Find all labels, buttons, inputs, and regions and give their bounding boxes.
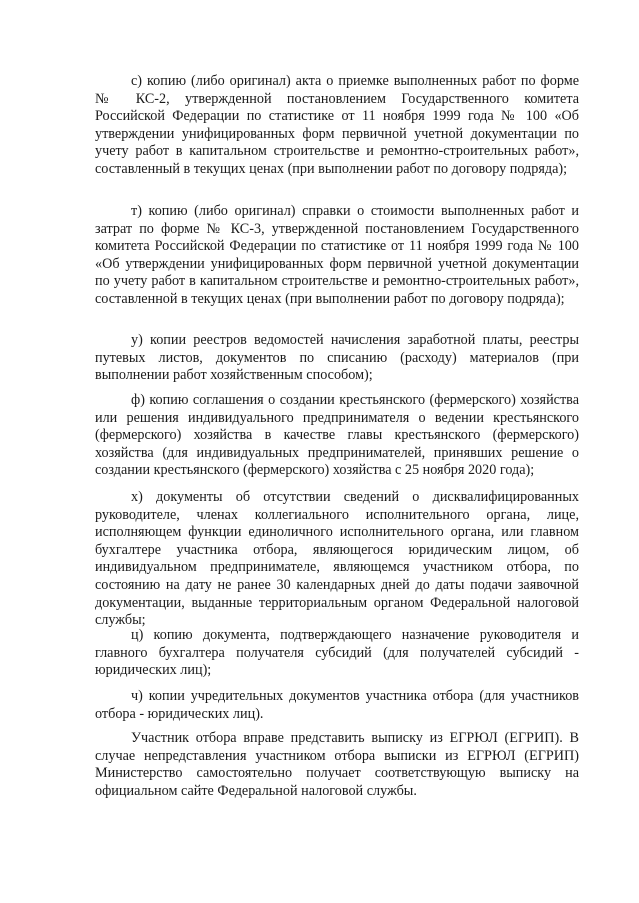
paragraph-h: х) документы об отсутствии сведений о дисквалифицированных руководителе, членах коллегиального исполнительного органа, лице, исполняющем функции единоличного исполнительного органа, или главном бухгалтере участника отбора, являющегося юридическим лицом, об индивидуальном предпринимателе, являющемся участником отбора, по состоянию на дату не ранее 30 календарных дней до даты подачи заявочной документации, выданные территориальным органом Федеральной налоговой службы; [95,489,579,629]
paragraph-s: с) копию (либо оригинал) акта о приемке выполненных работ по форме № КС-2, утвержденной постановлением Государственного комитета Российской Федерации по статистике от 11 ноября 1999 года № 100 «Об утверждении унифицированных форм первичной учетной документации по учету работ в капитальном строительстве и ремонтно-строительных работ», составленный в текущих ценах (при выполнении работ по договору подряда); [95,73,579,177]
paragraph-ts: ц) копию документа, подтверждающего назначение руководителя и главного бухгалтера получателя субсидий (для получателей субсидий - юридических лиц); [95,627,579,679]
paragraph-f: ф) копию соглашения о создании крестьянского (фермерского) хозяйства или решения индивидуального предпринимателя о ведении крестьянского (фермерского) хозяйства в качестве главы крестьянского (фермерского) хозяйства (для индивидуальных предпринимателей, принявших решение о создании крестьянского (фермерского) хозяйства с 25 ноября 2020 года); [95,392,579,479]
paragraph-ch: ч) копии учредительных документов участника отбора (для участников отбора - юридических лиц). [95,688,579,722]
paragraph-final: Участник отбора вправе представить выписку из ЕГРЮЛ (ЕГРИП). В случае непредставления участником отбора выписки из ЕГРЮЛ (ЕГРИП) Министерство самостоятельно получает соответствующую выписку на официальном сайте Федеральной налоговой службы. [95,730,579,799]
paragraph-u: у) копии реестров ведомостей начисления заработной платы, реестры путевых листов, документов по списанию (расходу) материалов (при выполнении работ хозяйственным способом); [95,332,579,384]
paragraph-t: т) копию (либо оригинал) справки о стоимости выполненных работ и затрат по форме № КС-3, утвержденной постановлением Государственного комитета Российской Федерации по статистике от 11 ноября 1999 года № 100 «Об утверждении унифицированных форм первичной учетной документации по учету работ в капитальном строительстве и ремонтно-строительных работ», составленной в текущих ценах (при выполнении работ по договору подряда); [95,203,579,307]
